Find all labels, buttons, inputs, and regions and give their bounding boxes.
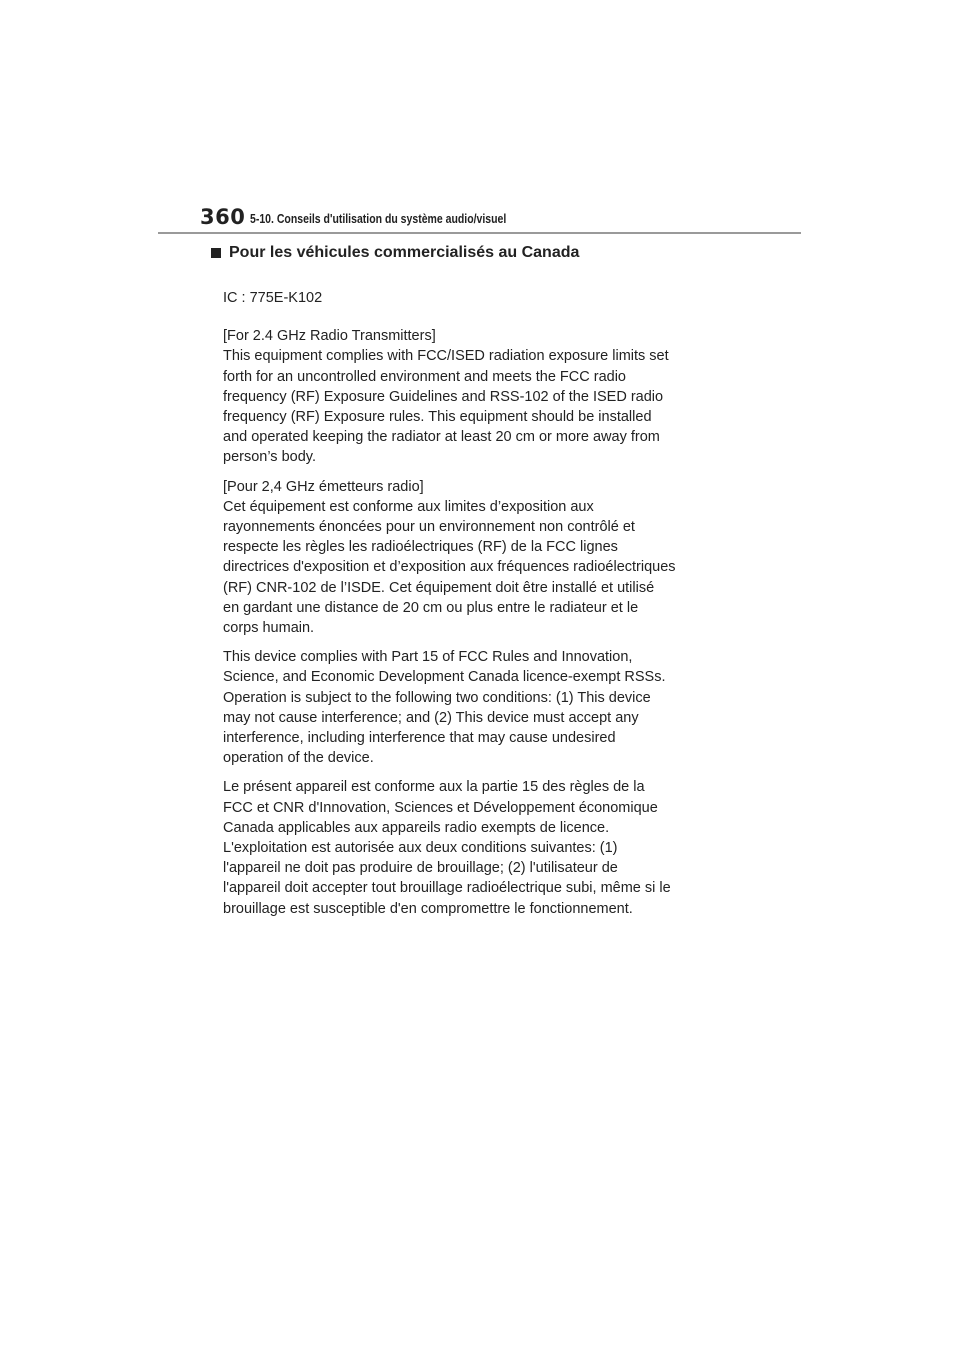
text-line: FCC et CNR d'Innovation, Sciences et Développement économique [223,799,658,816]
paragraph-fcc-exposure-fr [223,477,753,639]
text-line: [For 2.4 GHz Radio Transmitters] [223,328,436,345]
section-title: 5-10. Conseils d'utilisation du système audio/visuel [250,212,507,226]
text-line: Cet équipement est conforme aux limites d’exposition aux [223,498,594,515]
subheading-text: Pour les véhicules commercialisés au Canada [229,244,580,261]
text-line: person’s body. [223,449,316,466]
text-line: directrices d'exposition et d’exposition aux fréquences radioélectriques [223,559,676,576]
text-line: [Pour 2,4 GHz émetteurs radio] [223,478,424,495]
text-line: Operation is subject to the following two conditions: (1) This device [223,689,651,706]
text-line: and operated keeping the radiator at least 20 cm or more away from [223,429,660,446]
text-line: operation of the device. [223,750,374,767]
paragraph-part15-fr [223,777,753,918]
square-bullet-icon [211,248,221,258]
text-line: l'appareil doit accepter tout brouillage radioélectrique subi, même si le [223,880,671,897]
page-number: 360 [200,205,246,229]
subheading [211,243,579,263]
text-line: This device complies with Part 15 of FCC Rules and Innovation, [223,649,633,666]
text-line: Canada applicables aux appareils radio exempts de licence. [223,819,610,836]
text-line: may not cause interference; and (2) This device must accept any [223,709,639,726]
text-line: l'appareil ne doit pas produire de brouillage; (2) l'utilisateur de [223,860,618,877]
text-line: (RF) CNR-102 de l’ISDE. Cet équipement doit être installé et utilisé [223,579,655,596]
page-header [200,204,800,234]
text-line: brouillage est susceptible d'en compromettre le fonctionnement. [223,900,633,917]
text-line: This equipment complies with FCC/ISED radiation exposure limits set [223,348,669,365]
text-line: en gardant une distance de 20 cm ou plus entre le radiateur et le [223,599,639,616]
text-line: respecte les règles les radioélectriques (RF) de la FCC lignes [223,539,618,556]
notice-content [223,288,753,928]
paragraph-part15-en [223,647,753,768]
text-line: rayonnements énoncées pour un environnement non contrôlé et [223,519,635,536]
text-line: Science, and Economic Development Canada licence-exempt RSSs. [223,669,666,686]
paragraph-fcc-exposure-en [223,326,753,467]
text-line: frequency (RF) Exposure rules. This equipment should be installed [223,409,652,426]
text-line: interference, including interference that may cause undesired [223,730,616,747]
ic-number: IC : 775E-K102 [223,290,323,306]
text-line: L'exploitation est autorisée aux deux conditions suivantes: (1) [223,840,618,857]
text-line: forth for an uncontrolled environment and meets the FCC radio [223,368,626,385]
text-line: Le présent appareil est conforme aux la partie 15 des règles de la [223,779,645,796]
text-line: corps humain. [223,620,315,637]
text-line: frequency (RF) Exposure Guidelines and RSS-102 of the ISED radio [223,388,664,405]
header-divider [158,232,801,234]
